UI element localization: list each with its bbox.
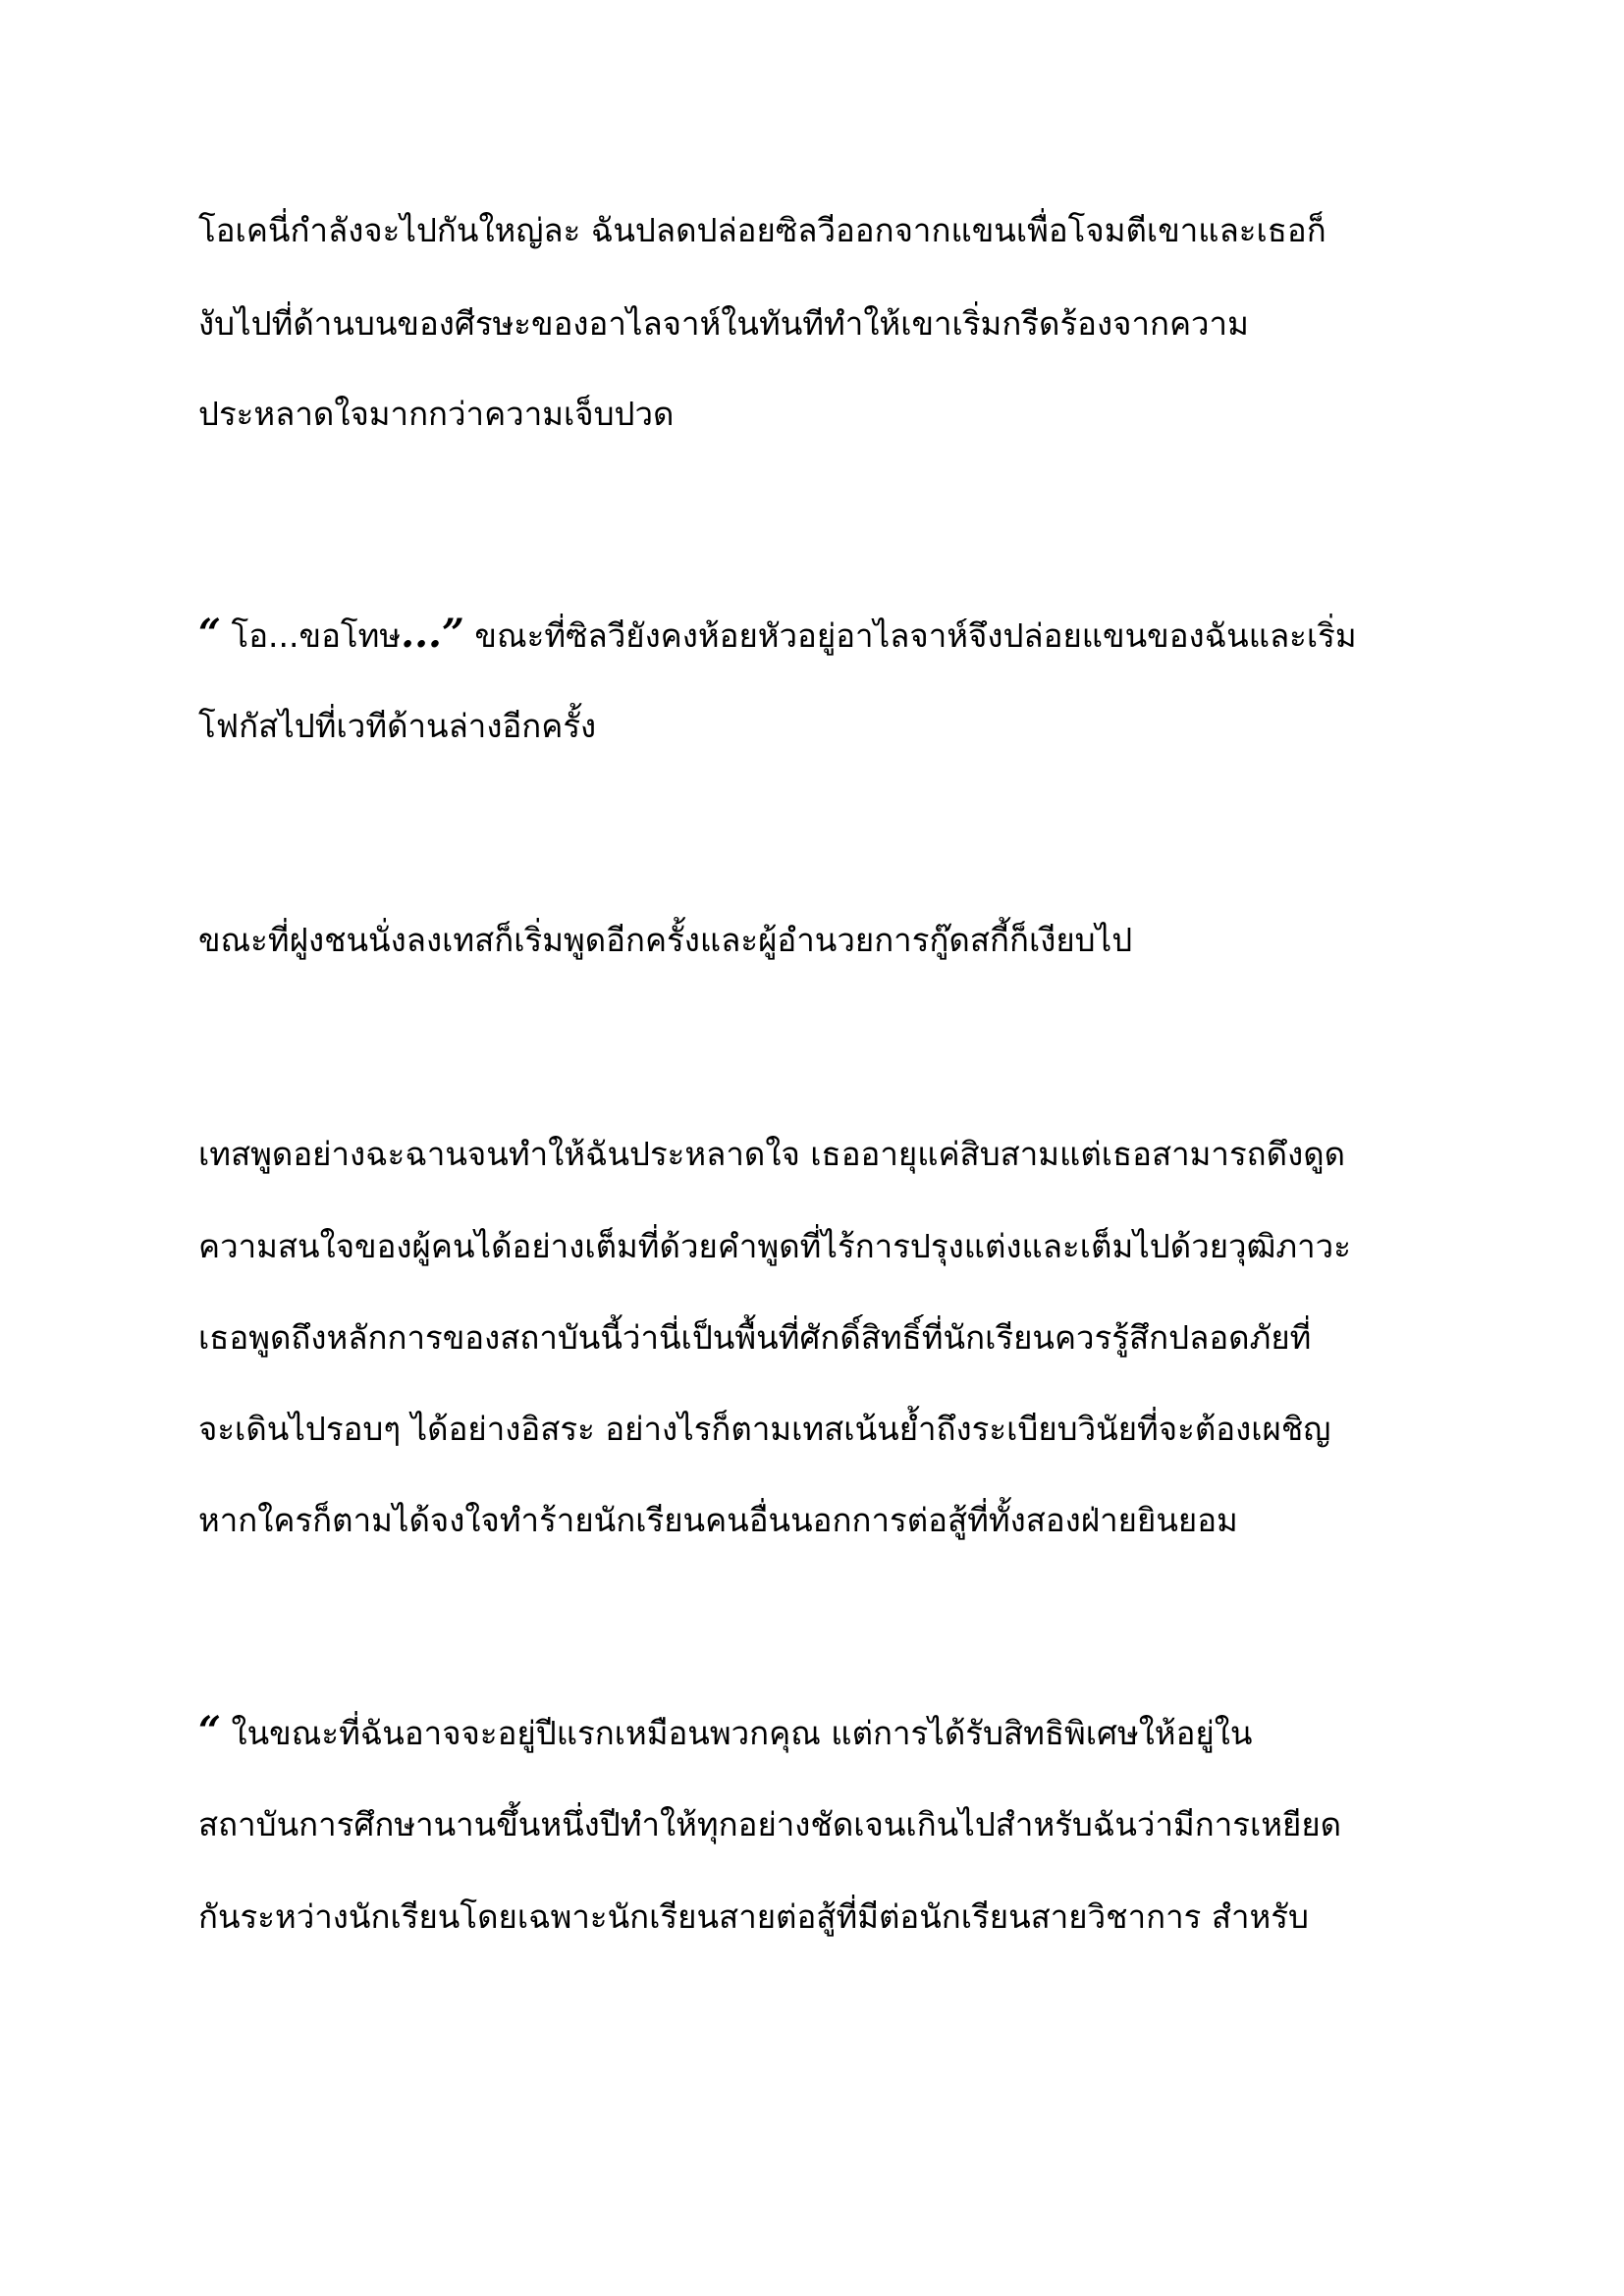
paragraph-4-line-4: จะเดินไปรอบๆ ได้อย่างอิสระ อย่างไรก็ตามเทสเน้นย้ำถึงระเบียบวินัยที่จะต้องเผชิญ <box>198 1410 1331 1448</box>
paragraph-1-line-3: ประหลาดใจมากกว่าความเจ็บปวด <box>198 395 675 433</box>
paragraph-1-line-2: งับไปที่ด้านบนของศีรษะของอาไลจาห์ในทันทีทำให้เขาเริ่มกรีดร้องจากความ <box>198 304 1249 343</box>
paragraph-4-line-5: หากใครก็ตามได้จงใจทำร้ายนักเรียนคนอื่นนอกการต่อสู้ที่ทั้งสองฝ่ายยินยอม <box>198 1501 1238 1539</box>
quote-text: โอ...ขอโทษ <box>221 616 402 655</box>
paragraph-2-line-1-rest: ขณะที่ซิลวียังคงห้อยหัวอยู่อาไลจาห์จึงปล่อยแขนของฉันและเริ่ม <box>463 616 1357 655</box>
paragraph-4-line-1: เทสพูดอย่างฉะฉานจนทำให้ฉันประหลาดใจ เธออายุแค่สิบสามแต่เธอสามารถดึงดูด <box>198 1135 1346 1173</box>
paragraph-2-line-1 <box>198 607 1357 662</box>
paragraph-2-line-2: โฟกัสไปที่เวทีด้านล่างอีกครั้ง <box>198 707 597 745</box>
quote-open-mark: “ <box>198 611 222 657</box>
paragraph-5-line-3: กันระหว่างนักเรียนโดยเฉพาะนักเรียนสายต่อสู้ที่มีต่อนักเรียนสายวิชาการ สำหรับ <box>198 1897 1309 1936</box>
paragraph-4-line-2: ความสนใจของผู้คนได้อย่างเต็มที่ด้วยคำพูดที่ไร้การปรุงแต่งและเต็มไปด้วยวุฒิภาวะ <box>198 1227 1351 1265</box>
paragraph-5-line-1-rest: ในขณะที่ฉันอาจจะอยู่ปีแรกเหมือนพวกคุณ แต่การได้รับสิทธิพิเศษให้อยู่ใน <box>221 1714 1253 1752</box>
paragraph-3-line-1: ขณะที่ฝูงชนนั่งลงเทสก็เริ่มพูดอีกครั้งและผู้อำนวยการกู๊ดสกี้ก็เงียบไป <box>198 921 1133 959</box>
paragraph-5-line-1 <box>198 1704 1252 1759</box>
paragraph-5-line-2: สถาบันการศึกษานานขึ้นหนึ่งปีทำให้ทุกอย่างชัดเจนเกินไปสำหรับฉันว่ามีการเหยียด <box>198 1805 1342 1843</box>
quote-open-mark: “ <box>198 1708 222 1754</box>
paragraph-4-line-3: เธอพูดถึงหลักการของสถาบันนี้ว่านี่เป็นพื้นที่ศักดิ์สิทธิ์ที่นักเรียนควรรู้สึกปลอดภัยที่ <box>198 1318 1312 1357</box>
paragraph-1-line-1: โอเคนี่กำลังจะไปกันใหญ่ละ ฉันปลดปล่อยซิลวีออกจากแขนเพื่อโจมตีเขาและเธอก็ <box>198 211 1326 249</box>
quote-ellipsis: ... <box>401 611 442 657</box>
quote-close-mark: ” <box>441 611 464 657</box>
